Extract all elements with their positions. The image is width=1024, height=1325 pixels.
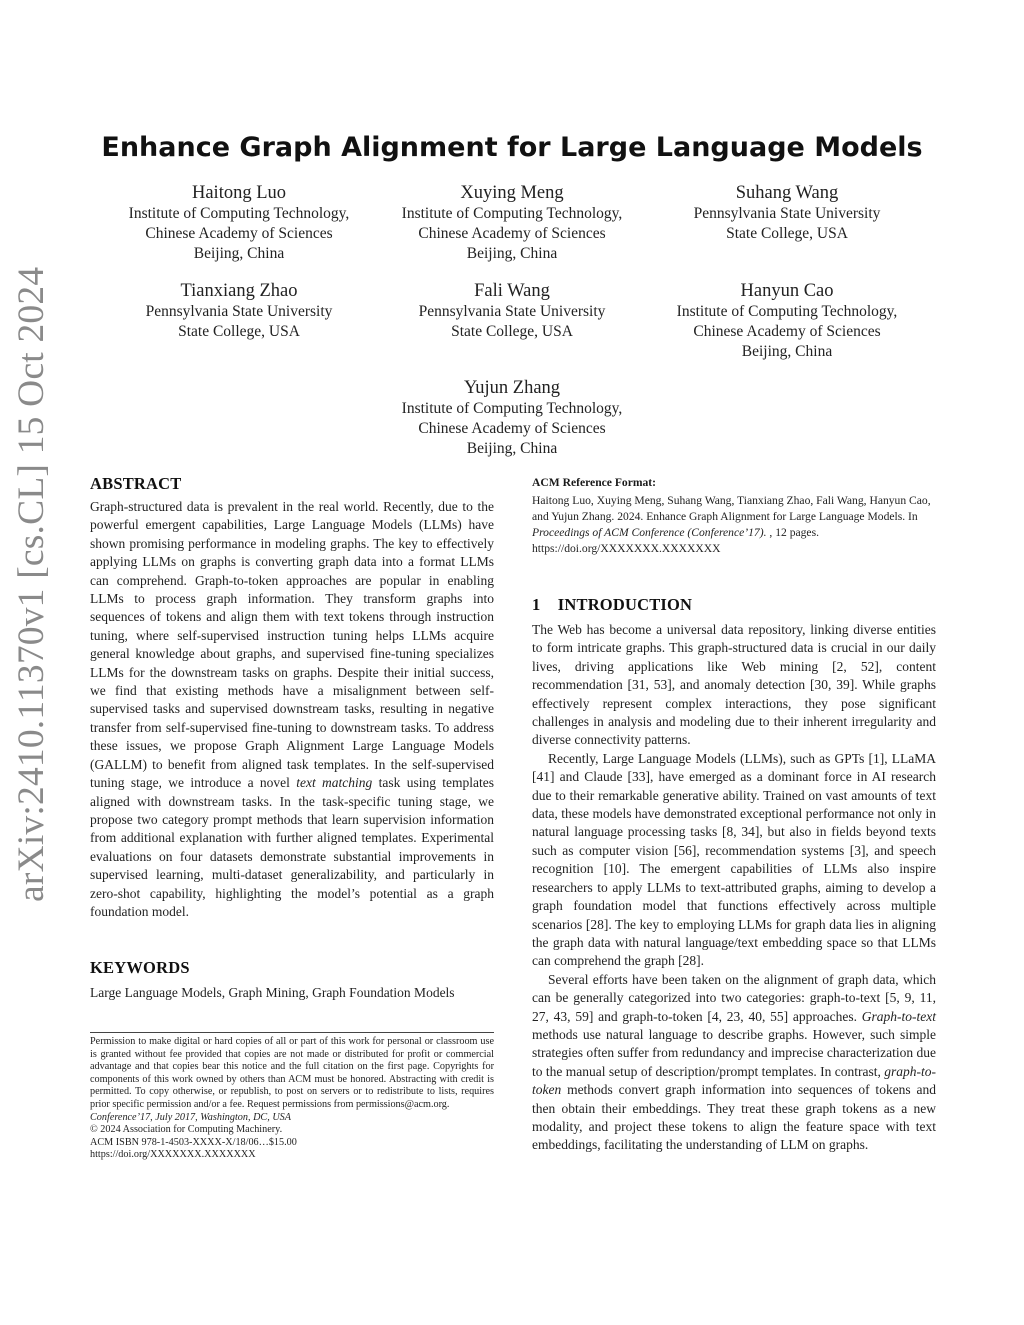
author-name: Yujun Zhang <box>463 378 561 398</box>
author-block <box>637 280 937 362</box>
keywords-text: Large Language Models, Graph Mining, Graph Foundation Models <box>90 985 455 1000</box>
author-location: Beijing, China <box>193 245 285 262</box>
author-name: Suhang Wang <box>735 183 839 203</box>
acm-reference-proceedings: Proceedings of ACM Conference (Conference’17). <box>532 526 767 539</box>
permission-text: Permission to make digital or hard copies of all or part of this work for personal or classroom use is granted without fee provided that copies are not made or distributed for profit or commercial advantage and that copies bear this notice and the full citation on the first page. Copyrights for components of this work owned by others than ACM must be honored. Abstracting with credit is permitted. To copy otherwise, or republish, to post on servers or to redistribute to lists, requires prior specific permission and/or a fee. Request permissions from permissions@acm.org. <box>90 1036 494 1110</box>
intro-paragraph: Recently, Large Language Models (LLMs), such as GPTs [1], LLaMA [41] and Claude [33], have emerged as a dominant force in AI research due to their remarkable generative ability. Trained on vast amounts of text data, these models have demonstrated exceptional performance not only in natural language processing tasks [8, 34], but also in fields beyond texts such as computer vision [56], recommendation systems [3], and speech recognition [10]. The emergent capabilities of LLMs also inspire researchers to apply LLMs to text-attributed graphs, aiming to develop a graph foundation model that functions effectively across multiple scenarios [28]. The key to employing LLMs for graph data lies in aligning the graph data with natural language/text embedding space so that LLMs can comprehend the graph [28]. <box>532 750 936 969</box>
keywords-heading: KEYWORDS <box>90 958 190 977</box>
author-name: Hanyun Cao <box>740 281 834 301</box>
author-location: Beijing, China <box>466 245 558 262</box>
author-location: Beijing, China <box>466 440 558 457</box>
acm-reference-text: Haitong Luo, Xuying Meng, Suhang Wang, Tianxiang Zhao, Fali Wang, Hanyun Cao, and Yujun Zhang. 2024. Enhance Graph Alignment for Large Language Models. In <box>532 494 931 523</box>
author-affiliation: Institute of Computing Technology, <box>128 205 350 222</box>
paper-title: Enhance Graph Alignment for Large Language Models <box>101 132 923 163</box>
abstract-body <box>90 498 494 921</box>
abstract-text: Graph-structured data is prevalent in the real world. Recently, due to the powerful emergent capabilities, Large Language Models (LLMs) have shown promising performance in modeling graphs. The key to effectively applying LLMs on graphs is converting graph data into a format LLMs can comprehend. Graph-to-token approaches are popular in enabling LLMs to process graph information. They transform graphs into sequences of tokens and align them with text tokens through instruction tuning, where self-supervised instruction tuning helps LLMs acquire general knowledge about graphs, and supervised fine-tuning specializes LLMs for the downstream tasks on graphs. Despite their initial success, we find that existing methods have a misalignment between self-supervised tasks and supervised downstream tasks, resulting in negative transfer from self-supervised fine-tuning to downstream tasks. To address these issues, we propose Graph Alignment Large Language Models (GALLM) to benefit from aligned task templates. In the self-supervised tuning stage, we introduce a novel <box>90 499 494 791</box>
intro-paragraph <box>532 971 936 1155</box>
author-location: State College, USA <box>726 225 848 242</box>
acm-reference-body <box>532 493 936 557</box>
author-name: Xuying Meng <box>460 183 564 203</box>
acm-reference-doi[interactable]: https://doi.org/XXXXXXX.XXXXXXX <box>532 542 721 555</box>
author-affiliation: Chinese Academy of Sciences <box>418 420 606 437</box>
introduction-heading: 1 INTRODUCTION <box>532 595 693 614</box>
introduction-body <box>532 621 936 1155</box>
abstract-text: task using templates aligned with downstream tasks. In the task-specific tuning stage, we propose two category prompt methods that learn supervision information from additional explanation with further aligned templates. Experimental evaluations on four datasets demonstrate substantial improvements in supervised learning, multi-dataset generalizability, and particularly in zero-shot capability, highlighting the model’s potential as a graph foundation model. <box>90 775 495 919</box>
author-name: Fali Wang <box>474 281 550 301</box>
permission-notice <box>90 1036 494 1162</box>
author-name: Tianxiang Zhao <box>180 281 298 301</box>
doi-link[interactable]: https://doi.org/XXXXXXX.XXXXXXX <box>90 1149 256 1161</box>
author-block <box>362 182 662 264</box>
abstract-emphasis: text matching <box>296 775 373 791</box>
intro-emphasis: graph-to-token <box>532 1063 936 1098</box>
acm-reference-text: , 12 pages. <box>766 526 819 539</box>
intro-emphasis: Graph-to-text <box>861 1008 936 1024</box>
author-affiliation: Pennsylvania State University <box>418 303 606 320</box>
footnote-divider <box>90 1032 494 1033</box>
author-block <box>362 280 662 342</box>
acm-reference-heading: ACM Reference Format: <box>532 476 657 489</box>
author-location: State College, USA <box>178 323 300 340</box>
intro-text: methods use natural language to describe graphs. However, such simple strategies often suffer from redundancy and imprecise characterization due to the manual setup of description/prompt templates. In contrast, <box>532 1026 936 1079</box>
author-block <box>637 182 937 244</box>
author-affiliation: Institute of Computing Technology, <box>401 400 623 417</box>
intro-text: methods convert graph information into sequences of tokens and then obtain their embeddings. They treat these graph tokens as a new modality, and project these tokens to align the feature space with text embeddings, facilitating the understanding of LLM on graphs. <box>532 1082 936 1153</box>
author-block <box>89 280 389 342</box>
intro-paragraph: The Web has become a universal data repository, linking diverse entities to form intricate graphs. This graph-structured data is crucial in our daily lives, driving applications like Web mining [2, 52], content recommendation [31, 53], and anomaly detection [30, 39]. While graphs effectively represent complex interactions, they pose significant challenges in analysis and modeling due to their inherent irregularity and diverse connectivity patterns. <box>532 622 936 748</box>
conference-info: Conference’17, July 2017, Washington, DC, USA <box>90 1111 291 1123</box>
author-affiliation: Chinese Academy of Sciences <box>145 225 333 242</box>
author-affiliation: Chinese Academy of Sciences <box>693 323 881 340</box>
intro-text: Several efforts have been taken on the alignment of graph data, which can be generally categorized into two categories: graph-to-text [5, 9, 11, 27, 43, 59] and graph-to-token [4, 23, 40, 55] approaches. <box>532 971 936 1024</box>
author-block <box>362 377 662 459</box>
author-location: Beijing, China <box>741 343 833 360</box>
author-name: Haitong Luo <box>191 183 287 203</box>
abstract-heading: ABSTRACT <box>90 474 182 493</box>
author-affiliation: Institute of Computing Technology, <box>676 303 898 320</box>
author-block <box>89 182 389 264</box>
author-affiliation: Pennsylvania State University <box>693 205 881 222</box>
author-affiliation: Chinese Academy of Sciences <box>418 225 606 242</box>
author-location: State College, USA <box>451 323 573 340</box>
arxiv-stamp: arXiv:2410.11370v1 [cs.CL] 15 Oct 2024 <box>11 266 52 902</box>
isbn-line: ACM ISBN 978-1-4503-XXXX-X/18/06…$15.00 <box>90 1136 297 1148</box>
author-affiliation: Institute of Computing Technology, <box>401 205 623 222</box>
author-affiliation: Pennsylvania State University <box>145 303 333 320</box>
copyright-line: © 2024 Association for Computing Machinery. <box>90 1124 283 1136</box>
